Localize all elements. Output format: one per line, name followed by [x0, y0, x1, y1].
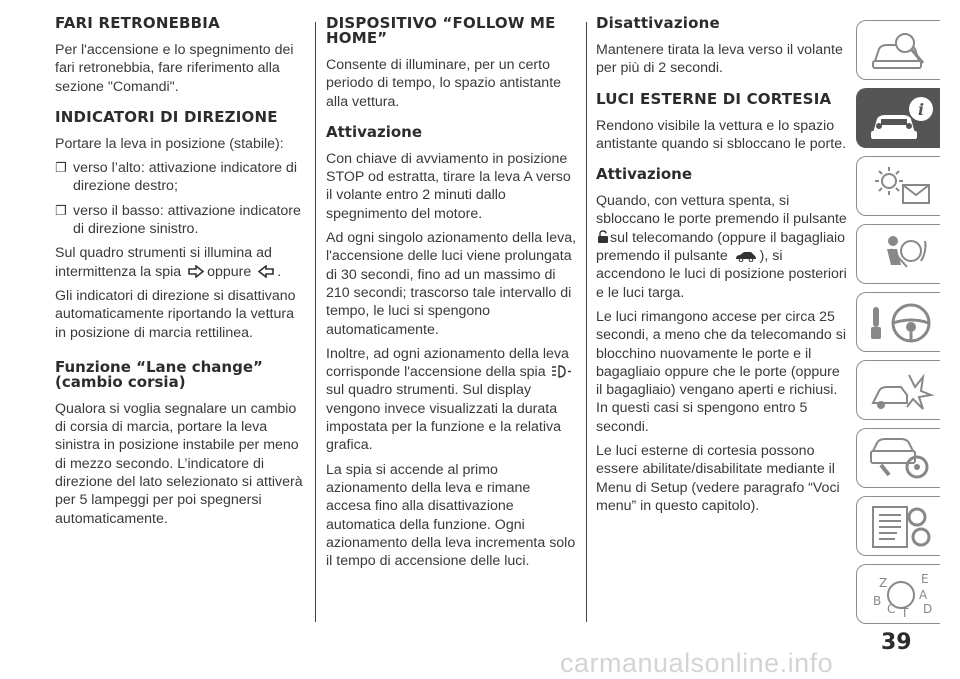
text-segment: sul telecomando (oppure il bagagliaio premendo il pulsante	[596, 229, 846, 265]
index-letter: T	[901, 606, 909, 619]
turn-signal-right-icon	[188, 265, 204, 278]
tab-index[interactable]	[856, 564, 940, 624]
index-letter: C	[887, 602, 896, 616]
index-letter: Z	[879, 576, 888, 590]
text-segment: Inoltre, ad ogni azionamento della leva corrisponde l'accensione della spia	[326, 345, 569, 381]
bullet-text-left: verso il basso: attivazione indicatore di direzione sinistro.	[73, 202, 301, 238]
paragraph-rimangono: Le luci rimangono accese per circa 25 secondi, a meno che da telecomando si blocchino nuovamente le porte e il bagagliaio oppure che le porte (oppure il bagagliaio) vengano aperti e richiusi. In questi casi si spengono entro 5 secondi.	[596, 308, 847, 435]
column-left	[55, 16, 305, 534]
technical-data-icon	[867, 503, 937, 551]
index-letter: A	[919, 588, 928, 602]
trunk-icon	[735, 250, 757, 262]
paragraph-lane-change: Qualora si voglia segnalare un cambio di corsia di marcia, portare la leva sinistra in posizione instabile per meno di mezzo secondo. L’indicatore di direzione del lato selezionato si attiverà per 5 lampeggi per poi spegnersi automaticamente.	[55, 400, 303, 527]
turn-signal-left-icon	[258, 265, 274, 278]
column-divider-left	[315, 22, 316, 622]
paragraph-chiave: Con chiave di avviamento in posizione STOP od estratta, tirare la leva A verso il volante entro 2 minuti dallo spegnimento del motore.	[326, 150, 571, 222]
svg-text:i: i	[917, 100, 925, 119]
index-letter: E	[921, 572, 929, 586]
index-icon	[867, 571, 937, 619]
index-letter: D	[923, 602, 933, 616]
page-number: 39	[881, 630, 912, 655]
text-segment: sul quadro strumenti. Sul display vengono invece visualizzati la durata impostata per la funzione e la relativa grafica.	[326, 382, 562, 454]
column-right	[596, 16, 848, 521]
unlock-icon	[597, 230, 609, 244]
checkbox-bullet-icon: ❒	[55, 160, 67, 176]
heading-indicatori-direzione: INDICATORI DI DIREZIONE	[55, 107, 278, 126]
maintenance-icon	[867, 435, 937, 483]
warning-lights-icon	[867, 163, 937, 211]
paragraph-rendono: Rendono visibile la vettura e lo spazio antistante quando si sbloccano le porte.	[596, 117, 847, 152]
paragraph-inoltre	[326, 345, 578, 455]
paragraph-disattivano: Gli indicatori di direzione si disattivano automaticamente riportando la vettura in posizione di marcia rettilinea.	[55, 287, 296, 341]
checkbox-bullet-icon: ❒	[55, 202, 67, 218]
index-letter: B	[873, 594, 882, 608]
heading-disattivazione: Disattivazione	[596, 14, 720, 32]
heading-lane-change: Funzione “Lane change” (cambio corsia)	[55, 357, 263, 391]
bullet-text-right: verso l’alto: attivazione indicatore di direzione destro;	[73, 160, 297, 195]
tab-emergency[interactable]	[856, 360, 940, 420]
tab-starting-driving[interactable]	[856, 292, 940, 352]
tab-car-search[interactable]	[856, 20, 940, 80]
follow-me-home-lamp-icon	[550, 365, 572, 378]
list-item	[55, 159, 305, 196]
heading-fari-retronebbia: FARI RETRONEBBIA	[55, 14, 220, 32]
paragraph-mantenere: Mantenere tirata la leva verso il volante per più di 2 secondi.	[596, 42, 843, 77]
car-info-icon	[867, 95, 937, 143]
steering-wheel-icon	[867, 299, 937, 347]
tab-warning-lights[interactable]	[856, 156, 940, 216]
paragraph-consente: Consente di illuminare, per un certo periodo di tempo, lo spazio antistante alla vettura.	[326, 57, 562, 110]
tab-technical-data[interactable]	[856, 496, 940, 556]
column-middle	[326, 16, 578, 576]
heading-attivazione: Attivazione	[596, 165, 693, 184]
paragraph-spia-quadro	[55, 244, 305, 281]
paragraph-portare-leva: Portare la leva in posizione (stabile):	[55, 135, 284, 152]
column-divider-right	[586, 22, 587, 622]
paragraph-quando	[596, 192, 848, 302]
paragraph-cortesia: Le luci esterne di cortesia possono essere abilitate/disabilitate mediante il Menu di Setup (vedere paragrafo “Voci menu” in questo capitolo).	[596, 443, 840, 514]
car-crash-icon	[867, 367, 937, 415]
text-segment: .	[277, 263, 282, 280]
tab-car-info[interactable]	[856, 88, 940, 148]
watermark: carmanualsonline.info	[560, 648, 834, 678]
airbag-safety-icon	[867, 231, 937, 279]
paragraph-ogni-azionamento: Ad ogni singolo azionamento della leva, l'accensione delle luci viene prolungata di 30 secondi, fino ad un massimo di 210 secondi; trascorso tale intervallo di tempo, le luci si spengono automaticamente.	[326, 230, 577, 338]
list-item	[55, 202, 305, 239]
tab-safety[interactable]	[856, 224, 940, 284]
heading-follow-me-home: DISPOSITIVO “FOLLOW ME HOME”	[326, 14, 556, 47]
paragraph-fari: Per l'accensione e lo spegnimento dei fari retronebbia, fare riferimento alla sezione "Comandi".	[55, 42, 294, 95]
car-search-icon	[867, 27, 937, 75]
text-segment: ), si accendono le luci di posizione posteriori e le luci targa.	[596, 248, 847, 301]
paragraph-spia-accende: La spia si accende al primo azionamento della leva e rimane accesa fino alla disattivazione automatica della funzione. Ogni azionamento della leva incrementa solo il tempo di accensione delle luci.	[326, 461, 576, 570]
tab-maintenance[interactable]	[856, 428, 940, 488]
heading-luci-esterne: LUCI ESTERNE DI CORTESIA	[596, 89, 832, 108]
text-segment: Quando, con vettura spenta, si sbloccano le porte premendo il pulsante	[596, 193, 847, 228]
heading-attivazione: Attivazione	[326, 122, 423, 141]
text-segment: oppure	[207, 263, 252, 280]
text-segment: Sul quadro strumenti si illumina ad intermittenza la spia	[55, 245, 272, 280]
